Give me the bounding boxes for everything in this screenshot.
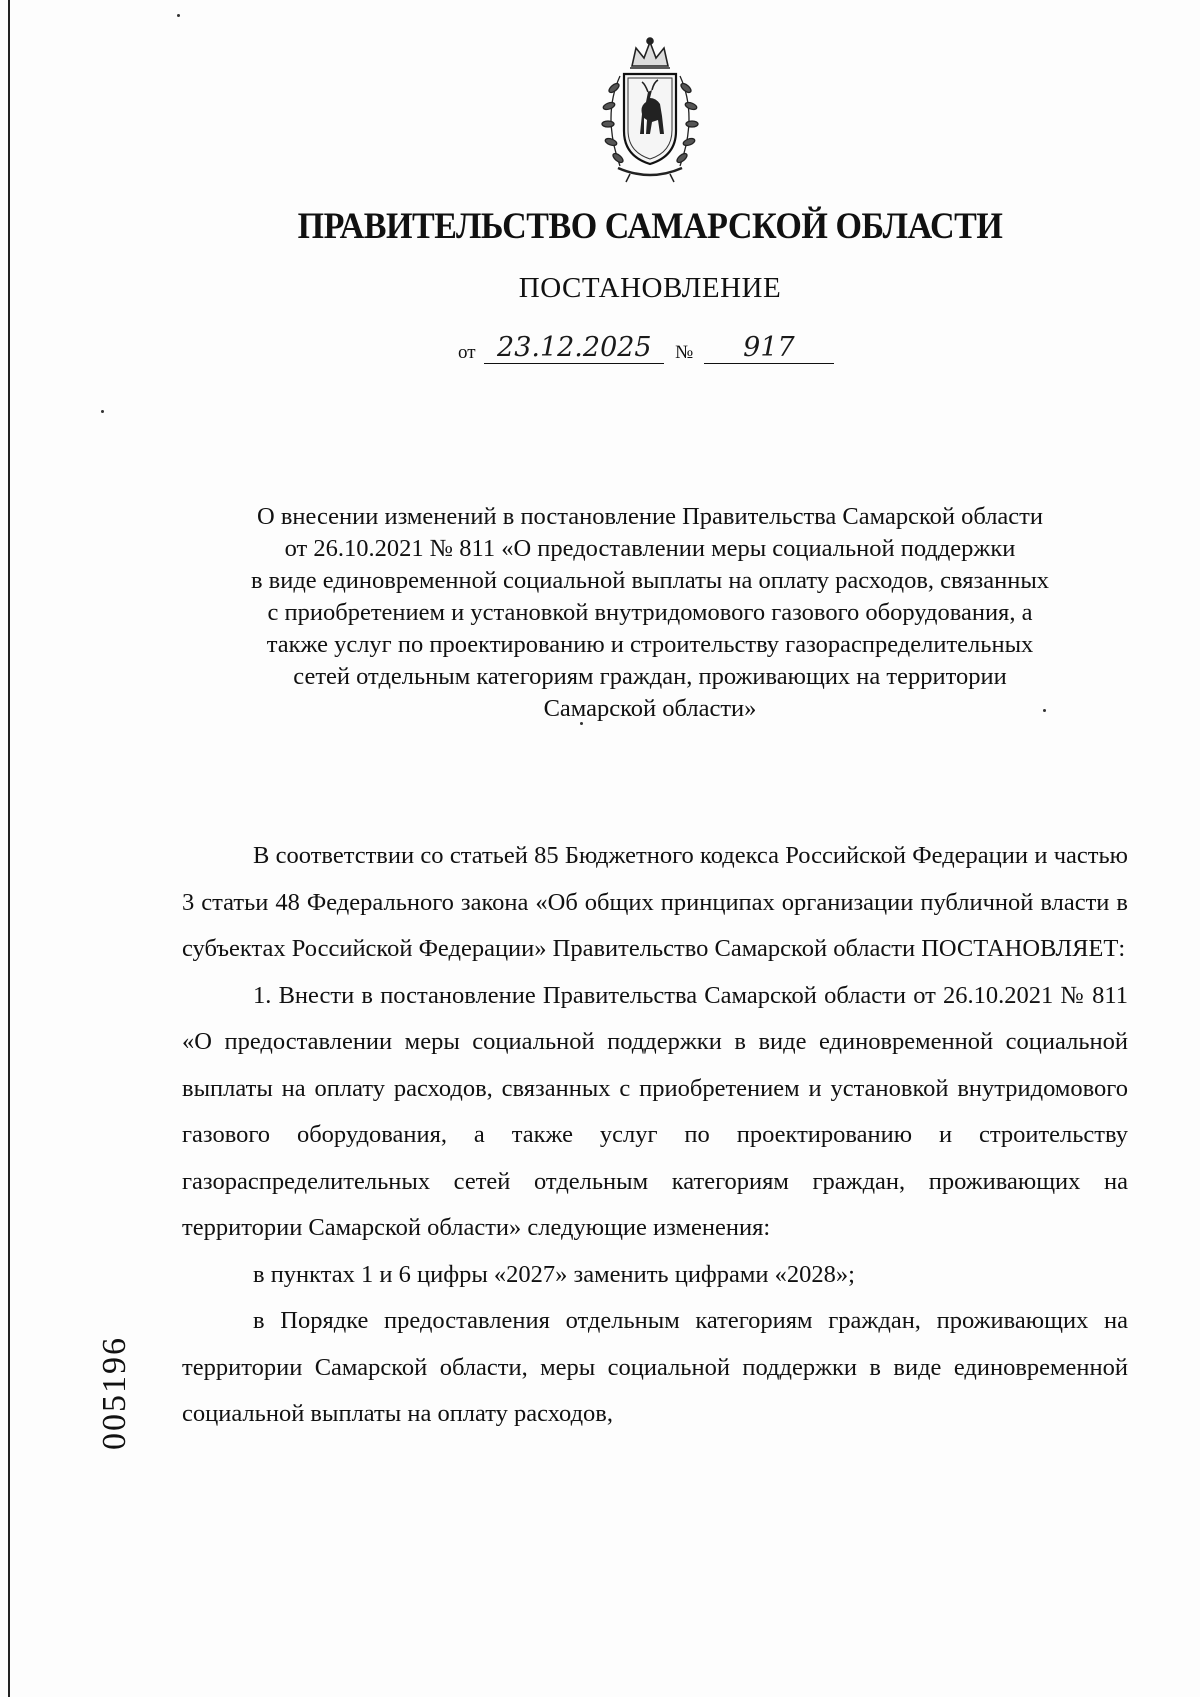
subject-line: также услуг по проектированию и строительству газораспределительных bbox=[266, 631, 1034, 658]
preamble-paragraph: В соответствии со статьей 85 Бюджетного кодекса Российской Федерации и частью 3 статьи 48 Федерального закона «Об общих принципах организации публичной власти в субъектах Российской Федерации» Правительство Самарской области ПОСТАНОВЛЯЕТ: bbox=[182, 842, 1128, 962]
number-prefix: № bbox=[675, 342, 694, 363]
document-subject bbox=[170, 501, 1130, 725]
scan-speck bbox=[101, 410, 104, 413]
handwritten-date: 23.12.2025 bbox=[484, 333, 664, 364]
side-serial-code: 005196 bbox=[96, 1336, 133, 1450]
subject-line: с приобретением и установкой внутридомового газового оборудования, а bbox=[267, 599, 1033, 626]
change-1-paragraph: в пунктах 1 и 6 цифры «2027» заменить цифрами «2028»; bbox=[253, 1260, 855, 1288]
subject-line: сетей отдельным категориям граждан, проживающих на территории bbox=[293, 663, 1007, 690]
change-2-paragraph: в Порядке предоставления отдельным категориям граждан, проживающих на территории Самарской области, меры социальной поддержки в виде единовременной социальной выплаты на оплату расходов, bbox=[182, 1307, 1128, 1427]
samara-coat-of-arms-icon bbox=[590, 36, 710, 186]
scan-speck bbox=[177, 14, 180, 17]
subject-line: О внесении изменений в постановление Правительства Самарской области bbox=[257, 503, 1043, 530]
item-1-paragraph: 1. Внести в постановление Правительства Самарской области от 26.10.2021 № 811 «О предоставлении меры социальной поддержки в виде единовременной социальной выплаты на оплату расходов, связанных с приобретением и установкой внутридомового газового оборудования, а также услуг по проектированию и строительству газораспределительных сетей отдельным категориям граждан, проживающих на территории Самарской области» следующие изменения: bbox=[182, 981, 1128, 1241]
subject-line: Самарской области» bbox=[543, 695, 757, 722]
scan-edge-line bbox=[8, 0, 10, 1697]
date-prefix: от bbox=[458, 342, 476, 363]
document-body bbox=[182, 833, 1128, 1438]
document-type: ПОСТАНОВЛЕНИЕ bbox=[518, 272, 782, 304]
date-number-line bbox=[458, 333, 834, 373]
organization-title: ПРАВИТЕЛЬСТВО САМАРСКОЙ ОБЛАСТИ bbox=[297, 206, 1003, 247]
subject-line: в виде единовременной социальной выплаты на оплату расходов, связанных bbox=[250, 567, 1050, 594]
subject-line: от 26.10.2021 № 811 «О предоставлении меры социальной поддержки bbox=[284, 535, 1016, 562]
handwritten-number: 917 bbox=[704, 333, 834, 364]
